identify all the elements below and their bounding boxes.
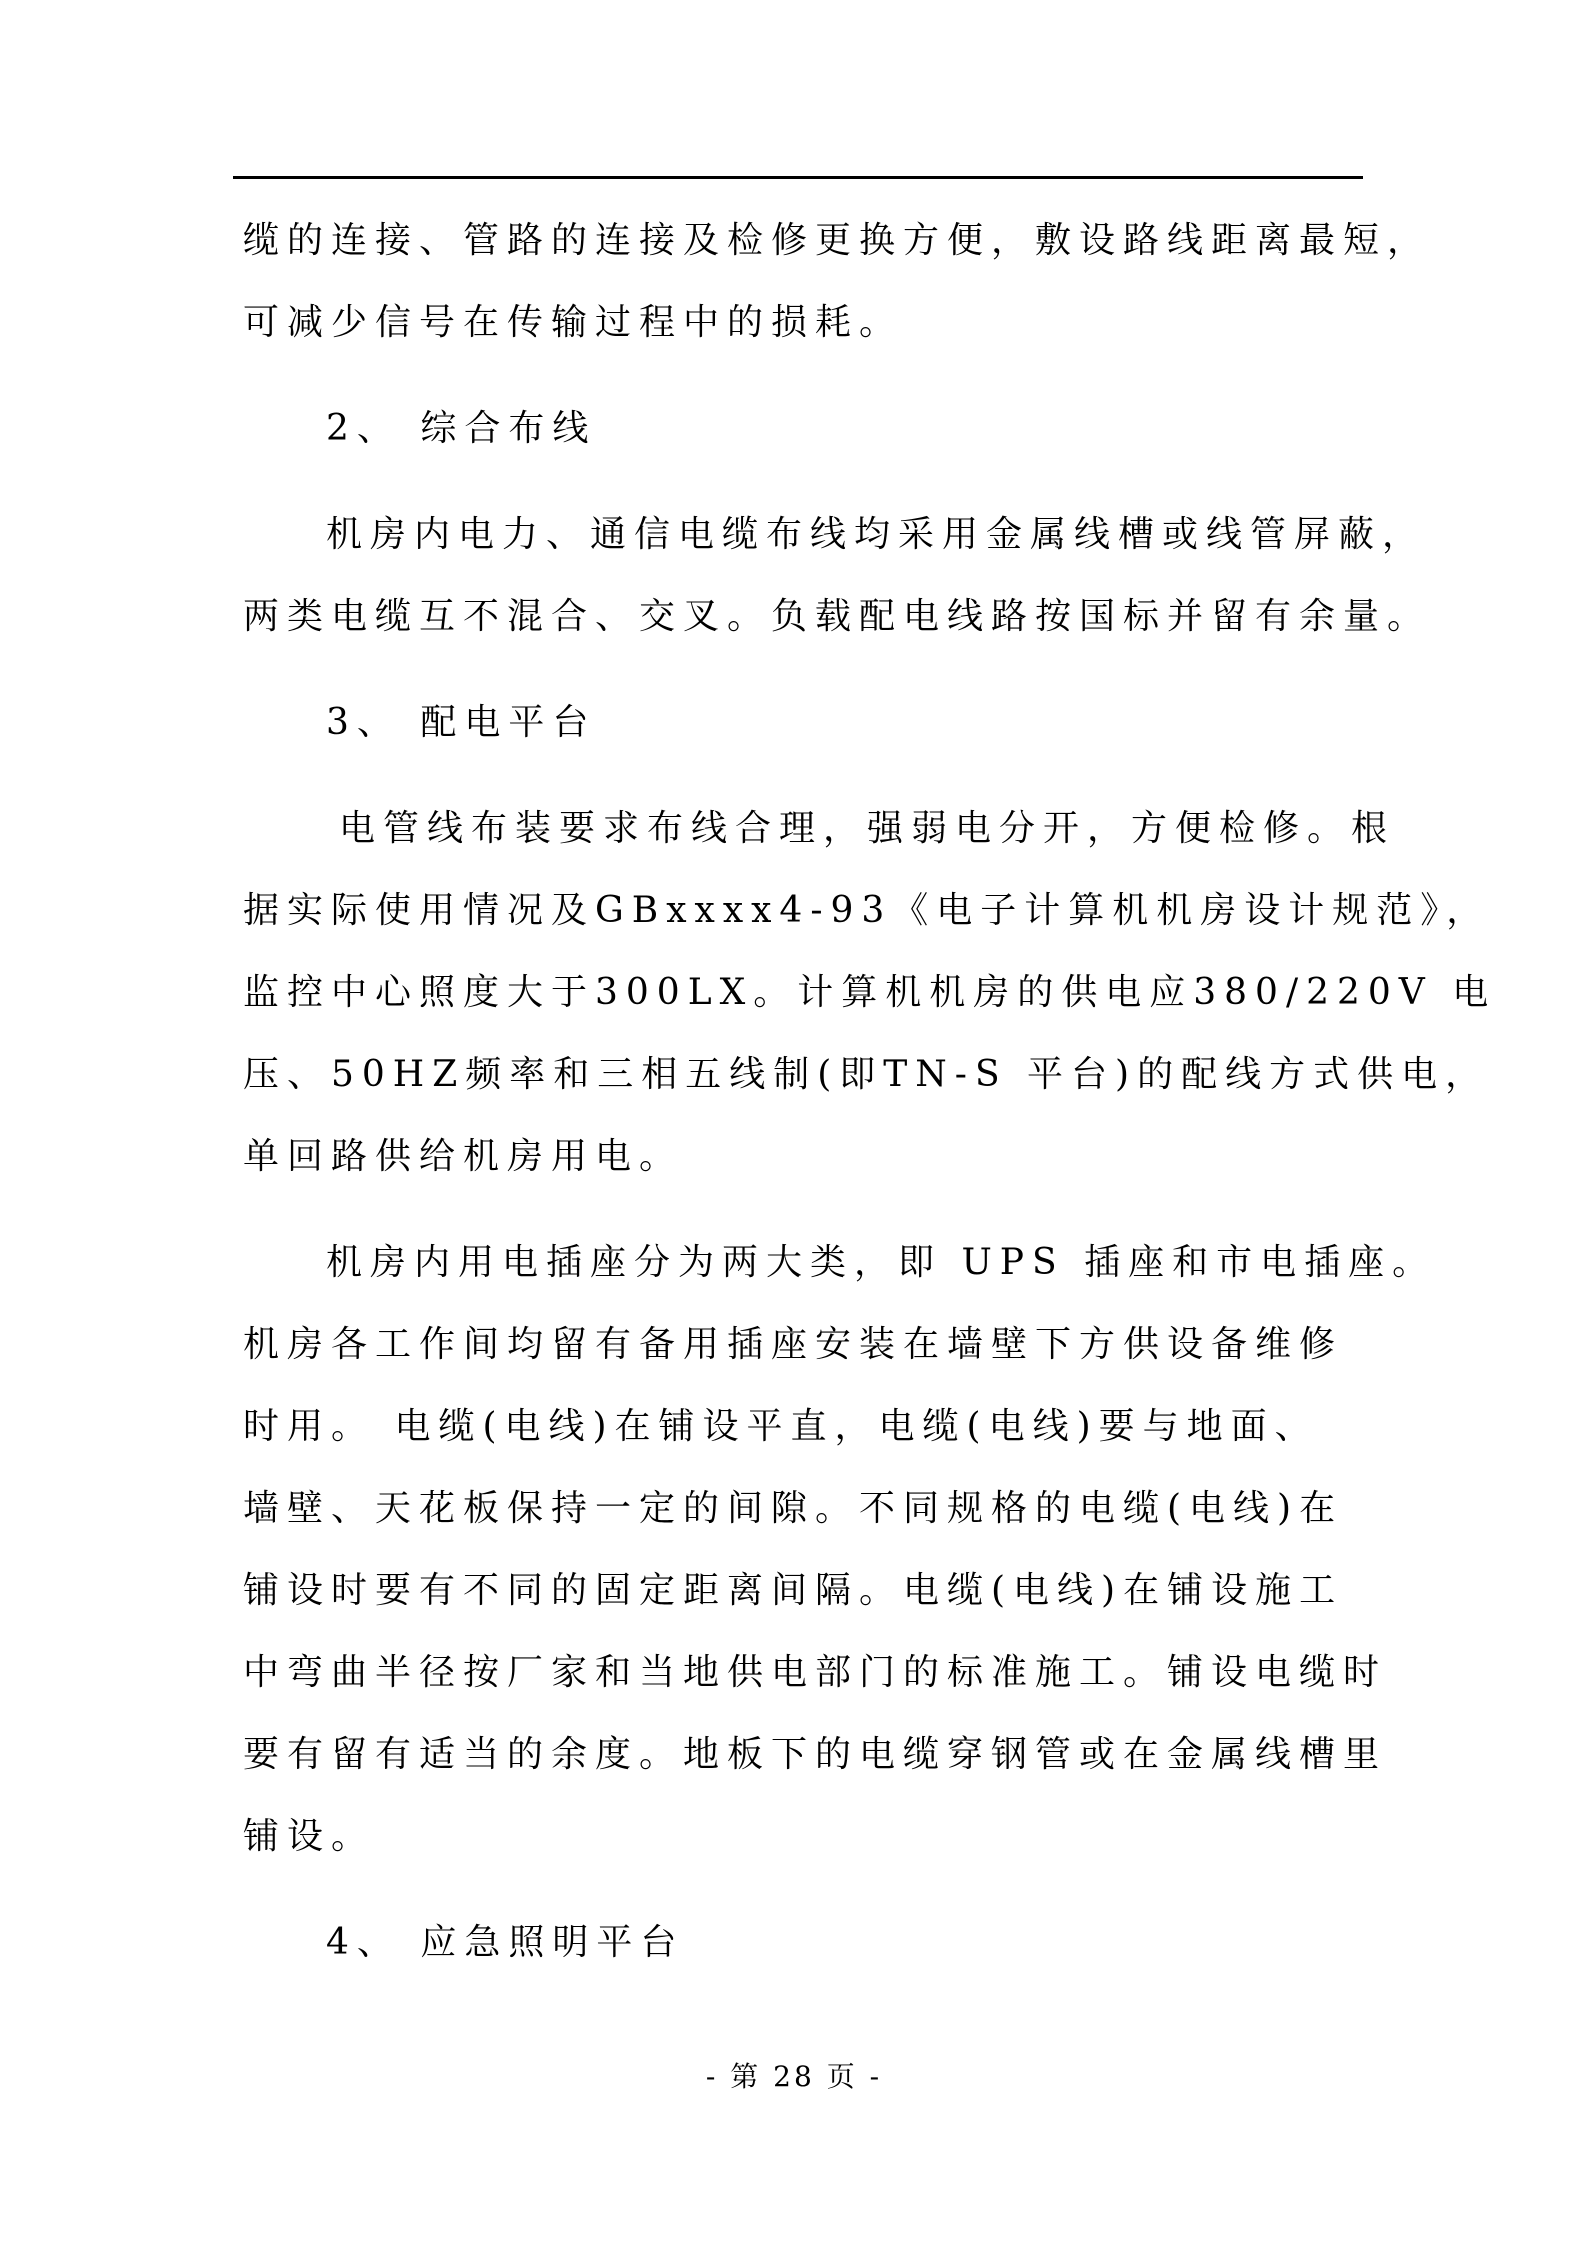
paragraph-line: 压、50HZ频率和三相五线制(即TN-S 平台)的配线方式供电， [243,1054,1490,1095]
paragraph-line: 据实际使用情况及GBxxxx4-93《电子计算机机房设计规范》， [243,890,1491,931]
paragraph-line: 机房内电力、通信电缆布线均采用金属线槽或线管屏蔽， [326,514,1427,555]
paragraph-line: 缆的连接、管路的连接及检修更换方便，敷设路线距离最短， [243,220,1432,261]
paragraph-line: 两类电缆互不混合、交叉。负载配电线路按国标并留有余量。 [243,596,1432,637]
paragraph-line: 墙壁、天花板保持一定的间隙。不同规格的电缆(电线)在 [243,1488,1344,1529]
paragraph-line: 单回路供给机房用电。 [243,1136,684,1177]
paragraph-line: 铺设。 [243,1816,376,1857]
section-heading: 2、 综合布线 [326,408,597,449]
section-heading: 3、 配电平台 [326,702,597,743]
paragraph-line: 可减少信号在传输过程中的损耗。 [243,302,904,343]
section-heading: 4、 应急照明平台 [326,1922,685,1963]
paragraph-line: 时用。 电缆(电线)在铺设平直，电缆(电线)要与地面、 [243,1406,1319,1447]
paragraph-line: 中弯曲半径按厂家和当地供电部门的标准施工。铺设电缆时 [243,1652,1388,1693]
paragraph-line: 机房内用电插座分为两大类，即 UPS 插座和市电插座。 [326,1242,1437,1283]
paragraph-line: 监控中心照度大于300LX。计算机机房的供电应380/220V 电 [243,972,1497,1013]
page-number: - 第 28 页 - [705,2060,883,2093]
paragraph-line: 机房各工作间均留有备用插座安装在墙壁下方供设备维修 [243,1324,1344,1365]
paragraph-line: 铺设时要有不同的固定距离间隔。电缆(电线)在铺设施工 [243,1570,1344,1611]
paragraph-line: 电管线布装要求布线合理，强弱电分开，方便检修。根 [339,808,1396,849]
document-body [243,200,1497,1984]
paragraph-line: 要有留有适当的余度。地板下的电缆穿钢管或在金属线槽里 [243,1734,1388,1775]
header-rule [233,176,1363,179]
